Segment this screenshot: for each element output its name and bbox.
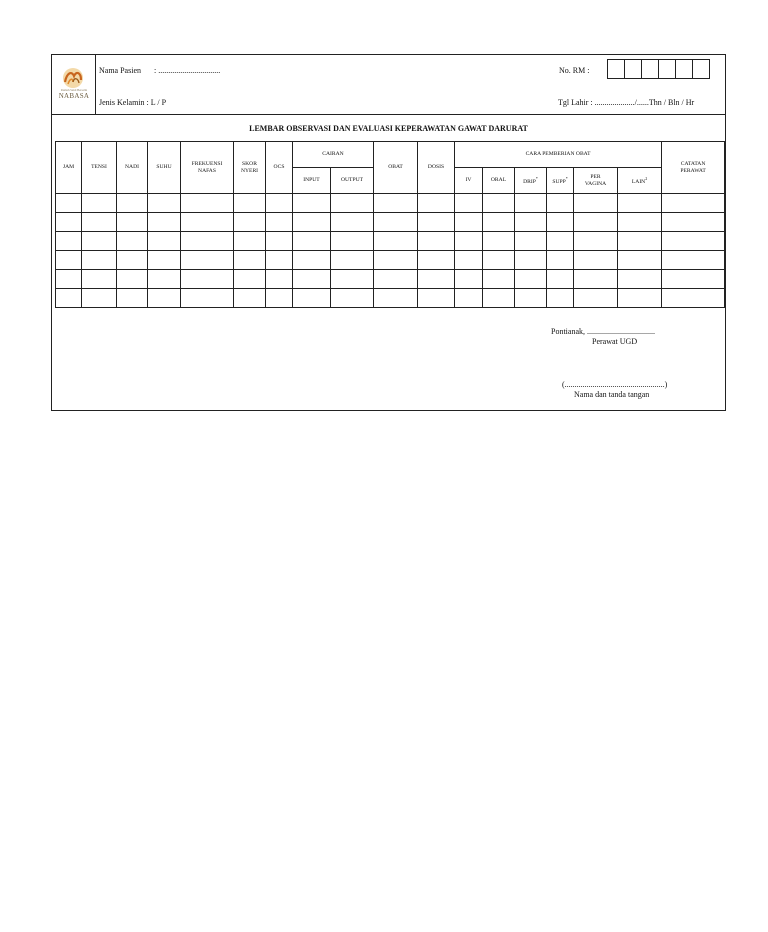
table-row <box>56 270 725 289</box>
table-cell[interactable] <box>547 270 574 289</box>
table-cell[interactable] <box>148 213 181 232</box>
table-cell[interactable] <box>483 213 515 232</box>
table-cell[interactable] <box>234 213 266 232</box>
table-cell[interactable] <box>266 232 293 251</box>
table-cell[interactable] <box>418 251 455 270</box>
col-supp-label: SUPP <box>552 178 566 185</box>
table-cell[interactable] <box>374 251 418 270</box>
table-cell[interactable] <box>455 232 483 251</box>
table-cell[interactable] <box>374 289 418 308</box>
table-cell[interactable] <box>82 213 117 232</box>
table-cell[interactable] <box>234 289 266 308</box>
table-cell[interactable] <box>618 213 662 232</box>
col-ocs: OCS <box>266 142 293 194</box>
col-per-line2: VAGINA <box>584 180 607 187</box>
table-cell[interactable] <box>547 194 574 213</box>
col-frek-line1: FREKUENSI <box>191 160 223 167</box>
rm-digit-box[interactable] <box>692 59 710 79</box>
table-row <box>56 194 725 213</box>
table-cell[interactable] <box>574 251 618 270</box>
table-cell[interactable] <box>117 232 148 251</box>
col-catatan-perawat <box>662 142 725 194</box>
table-cell[interactable] <box>515 194 547 213</box>
col-supp <box>547 168 574 194</box>
col-frek-line2: NAFAS <box>198 167 216 174</box>
col-catatan-line2: PERAWAT <box>680 167 706 174</box>
table-cell[interactable] <box>117 270 148 289</box>
rm-digit-box[interactable] <box>624 59 642 79</box>
table-cell[interactable] <box>56 251 82 270</box>
logo-tagline: Rumah Sakit Bersalin <box>60 88 88 92</box>
table-cell[interactable] <box>82 232 117 251</box>
rm-number-boxes[interactable] <box>608 59 710 79</box>
table-cell[interactable] <box>293 251 331 270</box>
table-cell[interactable] <box>266 213 293 232</box>
logo-cell <box>52 55 96 114</box>
table-cell[interactable] <box>374 270 418 289</box>
col-frekuensi-nafas <box>181 142 234 194</box>
table-cell[interactable] <box>234 251 266 270</box>
table-cell[interactable] <box>455 270 483 289</box>
col-obat: OBAT <box>374 142 418 194</box>
col-oral: ORAL <box>483 168 515 194</box>
table-cell[interactable] <box>293 213 331 232</box>
table-cell[interactable] <box>234 194 266 213</box>
table-cell[interactable] <box>148 232 181 251</box>
logo-name: NABASA <box>58 92 90 100</box>
table-cell[interactable] <box>374 213 418 232</box>
col-iv: IV <box>455 168 483 194</box>
table-cell[interactable] <box>82 289 117 308</box>
rm-digit-box[interactable] <box>658 59 676 79</box>
col-skor-line2: NYERI <box>240 167 259 174</box>
table-row <box>56 213 725 232</box>
col-supp-mark: * <box>565 175 568 181</box>
table-row <box>56 232 725 251</box>
table-cell[interactable] <box>266 289 293 308</box>
table-cell[interactable] <box>618 251 662 270</box>
table-cell[interactable] <box>56 270 82 289</box>
table-row <box>56 251 725 270</box>
table-cell[interactable] <box>181 270 234 289</box>
table-cell[interactable] <box>181 194 234 213</box>
table-cell[interactable] <box>547 251 574 270</box>
gender-field[interactable]: Jenis Kelamin : L / P <box>99 98 167 107</box>
table-cell[interactable] <box>117 289 148 308</box>
col-skor-line1: SKOR <box>242 160 257 167</box>
signature-role: Perawat UGD <box>592 337 638 346</box>
table-cell[interactable] <box>293 232 331 251</box>
rm-digit-box[interactable] <box>607 59 625 79</box>
table-cell[interactable] <box>331 270 374 289</box>
patient-name-label: Nama Pasien <box>99 66 141 75</box>
table-cell[interactable] <box>418 213 455 232</box>
table-cell[interactable] <box>117 251 148 270</box>
table-cell[interactable] <box>82 270 117 289</box>
table-cell[interactable] <box>618 270 662 289</box>
table-cell[interactable] <box>455 289 483 308</box>
signature-name-line[interactable]: (..................................................) <box>562 380 668 389</box>
table-row <box>56 289 725 308</box>
col-tensi: TENSI <box>82 142 117 194</box>
col-lain <box>618 168 662 194</box>
table-cell[interactable] <box>293 289 331 308</box>
table-cell[interactable] <box>515 213 547 232</box>
table-cell[interactable] <box>483 289 515 308</box>
observation-form <box>51 54 726 411</box>
table-header-row <box>56 142 725 168</box>
table-cell[interactable] <box>266 270 293 289</box>
table-cell[interactable] <box>483 232 515 251</box>
table-cell[interactable] <box>515 232 547 251</box>
table-cell[interactable] <box>331 289 374 308</box>
table-cell[interactable] <box>574 232 618 251</box>
table-cell[interactable] <box>547 232 574 251</box>
table-cell[interactable] <box>515 251 547 270</box>
observation-table <box>55 141 725 308</box>
table-cell[interactable] <box>266 251 293 270</box>
form-header <box>52 55 725 115</box>
table-cell[interactable] <box>181 251 234 270</box>
table-cell[interactable] <box>418 194 455 213</box>
table-cell[interactable] <box>662 232 725 251</box>
table-cell[interactable] <box>618 194 662 213</box>
col-cara-pemberian: CARA PEMBERIAN OBAT <box>455 142 662 168</box>
table-cell[interactable] <box>82 194 117 213</box>
col-skor-nyeri <box>234 142 266 194</box>
table-cell[interactable] <box>293 270 331 289</box>
col-jam: JAM <box>56 142 82 194</box>
patient-name-field[interactable]: : ............................... <box>154 66 221 75</box>
table-cell[interactable] <box>82 251 117 270</box>
table-cell[interactable] <box>234 232 266 251</box>
col-lain-label: LAIN <box>631 178 646 185</box>
table-cell[interactable] <box>331 251 374 270</box>
rm-label: No. RM : <box>559 66 590 75</box>
table-cell[interactable] <box>618 232 662 251</box>
rm-digit-box[interactable] <box>675 59 693 79</box>
table-cell[interactable] <box>483 194 515 213</box>
table-cell[interactable] <box>148 289 181 308</box>
table-cell[interactable] <box>618 289 662 308</box>
table-cell[interactable] <box>547 213 574 232</box>
table-cell[interactable] <box>483 270 515 289</box>
rm-digit-box[interactable] <box>641 59 659 79</box>
table-cell[interactable] <box>117 213 148 232</box>
table-cell[interactable] <box>374 232 418 251</box>
table-cell[interactable] <box>418 270 455 289</box>
table-cell[interactable] <box>515 270 547 289</box>
col-cairan: CAIRAN <box>293 142 374 168</box>
table-cell[interactable] <box>374 194 418 213</box>
table-cell[interactable] <box>181 289 234 308</box>
col-per-vagina <box>574 168 618 194</box>
table-cell[interactable] <box>56 213 82 232</box>
table-cell[interactable] <box>662 270 725 289</box>
table-cell[interactable] <box>574 289 618 308</box>
table-cell[interactable] <box>574 213 618 232</box>
col-drip-label: DRIP <box>523 178 536 185</box>
table-cell[interactable] <box>662 289 725 308</box>
table-cell[interactable] <box>181 213 234 232</box>
signature-place-date[interactable]: Pontianak, .................................. <box>551 327 655 336</box>
col-drip <box>515 168 547 194</box>
table-cell[interactable] <box>662 251 725 270</box>
table-cell[interactable] <box>455 251 483 270</box>
table-cell[interactable] <box>455 213 483 232</box>
signature-caption: Nama dan tanda tangan <box>574 390 650 399</box>
table-cell[interactable] <box>234 270 266 289</box>
dob-field[interactable]: Tgl Lahir : ..................../......Thn / Bln / Hr <box>558 98 695 107</box>
table-cell[interactable] <box>483 251 515 270</box>
table-cell[interactable] <box>515 289 547 308</box>
table-cell[interactable] <box>331 194 374 213</box>
table-cell[interactable] <box>148 194 181 213</box>
col-lain-mark: 2 <box>645 175 648 181</box>
col-output: OUTPUT <box>331 168 374 194</box>
table-cell[interactable] <box>148 270 181 289</box>
table-cell[interactable] <box>293 194 331 213</box>
col-dosis: DOSIS <box>418 142 455 194</box>
table-cell[interactable] <box>662 194 725 213</box>
table-cell[interactable] <box>574 270 618 289</box>
form-title: LEMBAR OBSERVASI DAN EVALUASI KEPERAWATAN GAWAT DARURAT <box>249 124 528 133</box>
table-cell[interactable] <box>56 289 82 308</box>
col-nadi: NADI <box>117 142 148 194</box>
col-per-line1: PER <box>590 173 601 180</box>
table-cell[interactable] <box>418 289 455 308</box>
table-cell[interactable] <box>56 232 82 251</box>
table-cell[interactable] <box>418 232 455 251</box>
table-cell[interactable] <box>266 194 293 213</box>
table-cell[interactable] <box>148 251 181 270</box>
table-cell[interactable] <box>117 194 148 213</box>
table-cell[interactable] <box>455 194 483 213</box>
table-cell[interactable] <box>181 232 234 251</box>
observation-rows <box>56 194 725 308</box>
table-cell[interactable] <box>574 194 618 213</box>
col-drip-mark: * <box>535 175 538 181</box>
table-cell[interactable] <box>662 213 725 232</box>
table-cell[interactable] <box>56 194 82 213</box>
table-cell[interactable] <box>331 232 374 251</box>
table-cell[interactable] <box>547 289 574 308</box>
col-input: INPUT <box>293 168 331 194</box>
col-catatan-line1: CATATAN <box>680 160 706 167</box>
table-cell[interactable] <box>331 213 374 232</box>
col-suhu: SUHU <box>148 142 181 194</box>
